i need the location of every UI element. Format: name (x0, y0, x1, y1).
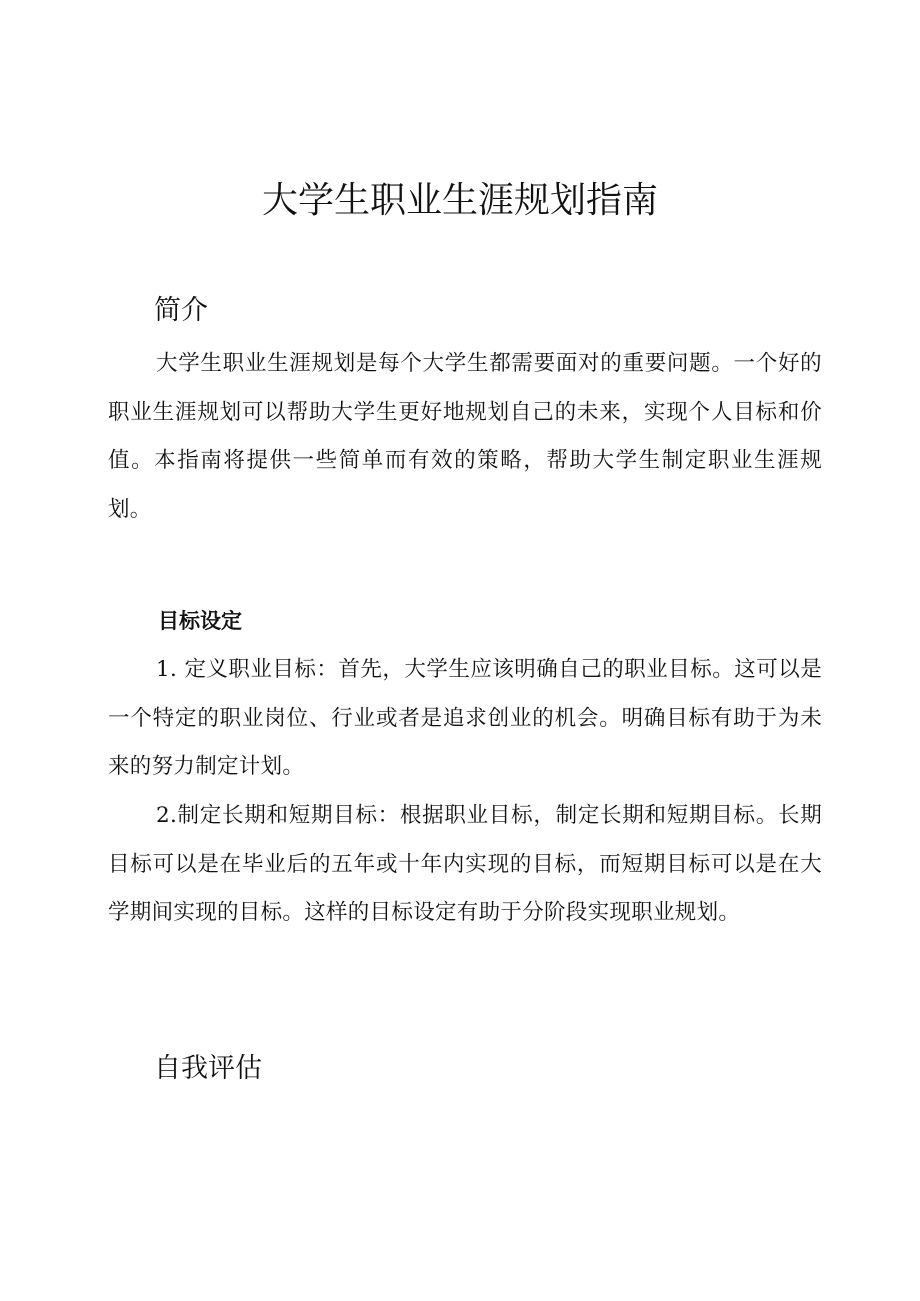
goal-item-1: 1. 定义职业目标：首先，大学生应该明确自己的职业目标。这可以是一个特定的职业岗位、行业或者是追求创业的机会。明确目标有助于为未来的努力制定计划。 (108, 657, 822, 779)
section-heading-intro: 简介 (154, 295, 208, 326)
section-heading-goal-setting: 目标设定 (158, 608, 242, 633)
document-title: 大学生职业生涯规划指南 (261, 180, 658, 221)
intro-paragraph: 大学生职业生涯规划是每个大学生都需要面对的重要问题。一个好的职业生涯规划可以帮助大学生更好地规划自己的未来，实现个人目标和价值。本指南将提供一些简单而有效的策略，帮助大学生制定职业生涯规划。 (108, 351, 822, 522)
section-heading-self-assessment: 自我评估 (154, 1053, 262, 1084)
goal-item-2: 2.制定长期和短期目标：根据职业目标，制定长期和短期目标。长期目标可以是在毕业后的五年或十年内实现的目标，而短期目标可以是在大学期间实现的目标。这样的目标设定有助于分阶段实现职业规划。 (108, 803, 822, 925)
